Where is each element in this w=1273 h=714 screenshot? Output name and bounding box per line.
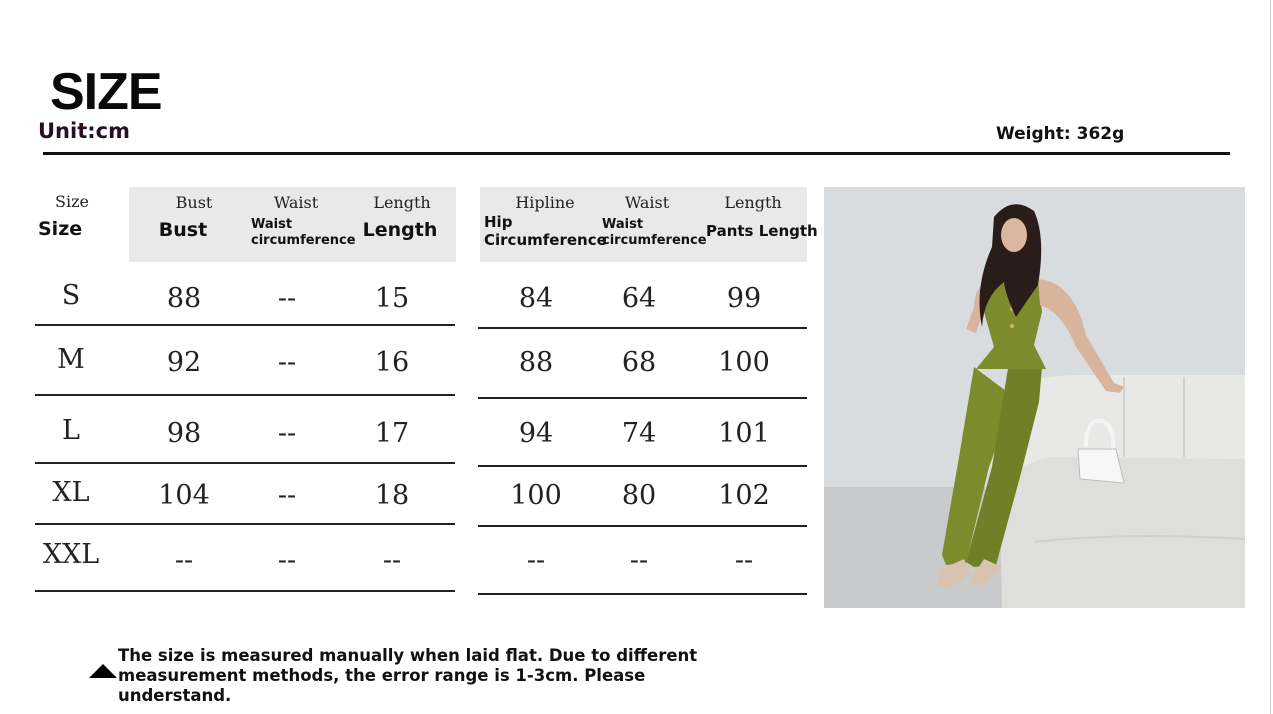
row-divider	[478, 593, 807, 595]
col-hip-cn: Hipline	[515, 193, 575, 212]
left-r0-length: 15	[374, 283, 410, 314]
col-hip-en: Hip Circumference	[484, 213, 607, 249]
left-r1-length: 16	[374, 347, 410, 378]
note-line-1: The size is measured manually when laid flat. Due to different	[118, 646, 698, 665]
col-waist-cn: Waist	[273, 193, 319, 212]
warning-triangle-icon	[89, 664, 117, 678]
left-r3-length: 18	[374, 480, 410, 511]
right-r0-hip: 84	[518, 283, 554, 314]
right-r4-hip: --	[526, 545, 546, 576]
col-size-cn: Size	[55, 192, 89, 211]
row-divider	[35, 523, 455, 525]
right-r1-hip: 88	[518, 347, 554, 378]
left-r3-bust: 104	[158, 480, 210, 511]
right-r0-length: 99	[726, 283, 762, 314]
col-bust-en: Bust	[158, 219, 208, 241]
right-r3-hip: 100	[510, 480, 562, 511]
row-divider	[478, 327, 807, 329]
row-divider	[35, 590, 455, 592]
left-r4-waist: --	[277, 545, 297, 576]
col-waist2-en: Waist circumference	[602, 217, 707, 248]
right-r4-waist: --	[629, 545, 649, 576]
row-divider	[478, 397, 807, 399]
right-r2-length: 101	[718, 418, 770, 449]
page-title: SIZE	[50, 63, 162, 121]
right-r1-waist: 68	[621, 347, 657, 378]
left-r4-bust: --	[174, 545, 194, 576]
left-r2-bust: 98	[166, 418, 202, 449]
header-divider	[43, 152, 1230, 155]
page-edge	[1270, 0, 1271, 714]
left-r4-size: XXL	[42, 539, 100, 570]
right-r0-waist: 64	[621, 283, 657, 314]
row-divider	[35, 462, 455, 464]
left-r2-length: 17	[374, 418, 410, 449]
row-divider	[35, 324, 455, 326]
note-line-2: measurement methods, the error range is 1-3cm. Please understand.	[118, 666, 646, 705]
measurement-note	[118, 646, 758, 706]
left-r0-size: S	[61, 280, 81, 311]
col-waist-en: Waist circumference	[251, 217, 356, 248]
col-pants-length-cn: Length	[724, 193, 782, 212]
weight-label: Weight: 362g	[996, 124, 1125, 144]
unit-label: Unit:cm	[38, 119, 130, 143]
left-r0-waist: --	[277, 283, 297, 314]
left-r3-size: XL	[52, 477, 90, 508]
left-r4-length: --	[382, 545, 402, 576]
row-divider	[35, 394, 455, 396]
col-bust-cn: Bust	[175, 193, 213, 212]
col-size-en: Size	[38, 218, 83, 240]
right-r2-hip: 94	[518, 418, 554, 449]
row-divider	[478, 525, 807, 527]
right-r2-waist: 74	[621, 418, 657, 449]
left-r1-size: M	[57, 344, 85, 375]
col-length-en: Length	[362, 219, 438, 241]
left-r1-waist: --	[277, 347, 297, 378]
col-pants-length-en: Pants Length	[706, 222, 818, 240]
right-r3-length: 102	[718, 480, 770, 511]
right-r4-length: --	[734, 545, 754, 576]
row-divider	[478, 465, 807, 467]
right-r3-waist: 80	[621, 480, 657, 511]
left-r2-waist: --	[277, 418, 297, 449]
left-r1-bust: 92	[166, 347, 202, 378]
left-r0-bust: 88	[166, 283, 202, 314]
model-photo	[824, 187, 1245, 608]
model-illustration	[824, 187, 1245, 608]
col-length-cn: Length	[373, 193, 431, 212]
right-r1-length: 100	[718, 347, 770, 378]
col-waist2-cn: Waist	[624, 193, 670, 212]
left-r2-size: L	[62, 415, 80, 446]
left-r3-waist: --	[277, 480, 297, 511]
